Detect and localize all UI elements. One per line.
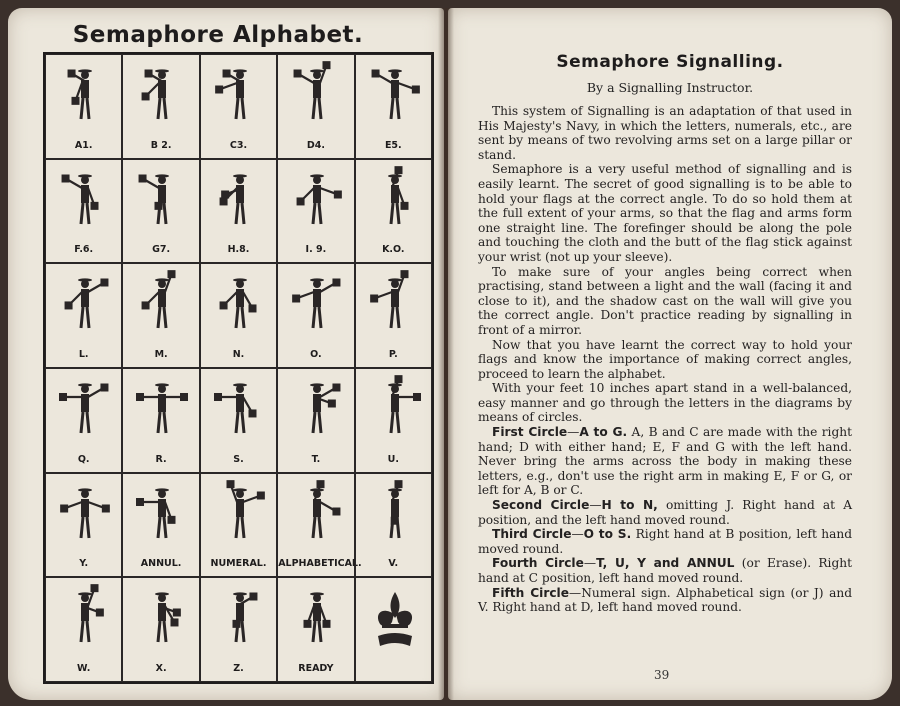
circle-third: Third Circle—O to S. Right hand at B position, left hand moved round.	[478, 527, 853, 556]
signaller-figure-icon	[131, 61, 193, 131]
semaphore-cell	[200, 368, 277, 473]
signaller-figure-icon	[364, 61, 426, 131]
signaller-figure-icon	[286, 584, 348, 654]
signaller-figure-icon	[209, 375, 271, 445]
semaphore-cell	[45, 473, 122, 578]
semaphore-cell	[45, 54, 122, 159]
circle-first-range: A to G.	[579, 425, 628, 440]
signaller-figure-icon	[286, 270, 348, 340]
semaphore-cell-label: E5.	[384, 139, 402, 151]
signaller-figure-icon	[286, 61, 348, 131]
paragraph-intro: This system of Signalling is an adaptation of that used in His Majesty's Navy, in which the letters, numerals, etc., are sent by means of two revolving arms set on a large pillar or stand.	[478, 104, 852, 162]
paragraph-practice: To make sure of your angles being correct when practising, stand between a light and the wall (facing it and close to it), and the shadow cast on the wall will give you the correct angle. Don't practice reading by signalling in front of a mirror.	[478, 264, 852, 337]
semaphore-cell-label: K.O.	[382, 244, 405, 256]
signaller-figure-icon	[209, 61, 271, 131]
semaphore-signalling-title: Semaphore Signalling.	[556, 52, 784, 72]
circle-fourth-body: (or Erase). Right hand at C position, left hand moved round.	[478, 556, 853, 585]
semaphore-cell	[355, 54, 432, 159]
semaphore-cell-label: C3.	[229, 139, 248, 151]
semaphore-cell	[277, 263, 354, 368]
semaphore-cell	[355, 473, 432, 578]
signaller-figure-icon	[286, 166, 348, 236]
circle-fourth: Fourth Circle—T, U, Y and ANNUL (or Erase). Right hand at C position, left hand moved round.	[478, 556, 853, 585]
semaphore-cell	[122, 263, 199, 368]
book-gutter	[438, 8, 454, 700]
semaphore-cell-label: I. 9.	[305, 244, 327, 256]
semaphore-cell-label: V.	[388, 558, 399, 570]
signaller-figure-icon	[364, 480, 426, 550]
semaphore-cell	[277, 473, 362, 578]
semaphore-cell	[355, 159, 432, 264]
circle-fifth-body: Numeral sign. Alphabetical sign (or J) and V. Right hand at D, left hand moved round.	[478, 585, 853, 615]
semaphore-cell-label: T.	[311, 453, 321, 465]
circle-first: First Circle—A to G. A, B and C are made with the right hand; D with either hand; E, F and G with the left hand. Never bring the arms across the body in making these letters, e.g., don't use the right arm in making E, F or G, or left for A, B or C.	[478, 425, 852, 498]
signaller-figure-icon	[364, 375, 426, 445]
semaphore-cell-label: W.	[77, 662, 91, 674]
signaller-figure-icon	[54, 61, 116, 131]
semaphore-cell-label: READY	[298, 662, 334, 674]
semaphore-cell-label: D4.	[306, 139, 325, 151]
semaphore-cell	[122, 159, 199, 264]
semaphore-cell-label: G7.	[152, 244, 171, 256]
semaphore-cell-label: ANNUL.	[140, 558, 182, 570]
semaphore-cell-label: S.	[233, 453, 244, 465]
semaphore-cell	[122, 473, 199, 578]
circle-fourth-range: T, U, Y and ANNUL	[596, 556, 735, 571]
circle-second-body: omitting J. Right hand at A position, and the left hand moved round.	[478, 498, 852, 527]
circle-first-body: A, B and C are made with the right hand; D with either hand; E, F and G with the left hand. Never bring the arms across the body in making these letters, e.g., don't use the right arm in making E, F or G, or left for A, B or C.	[478, 425, 852, 498]
semaphore-cell	[277, 577, 354, 682]
circle-third-body: Right hand at B position, left hand moved round.	[478, 527, 853, 556]
circle-third-head: Third Circle	[492, 527, 572, 542]
semaphore-cell-label: P.	[388, 348, 398, 360]
semaphore-cell	[122, 368, 199, 473]
semaphore-cell-label: F.6.	[74, 244, 94, 256]
circle-fourth-head: Fourth Circle	[492, 556, 584, 571]
signaller-figure-icon	[209, 270, 271, 340]
semaphore-cell-label: H.8.	[227, 244, 250, 256]
semaphore-cell	[45, 263, 122, 368]
signaller-figure-icon	[131, 375, 193, 445]
semaphore-cell-label: X.	[155, 662, 167, 674]
signaller-figure-icon	[131, 270, 193, 340]
semaphore-alphabet-grid	[43, 52, 434, 684]
semaphore-cell	[277, 159, 354, 264]
circle-second-range: H to N,	[601, 498, 658, 513]
semaphore-cell	[122, 54, 199, 159]
semaphore-cell	[277, 54, 354, 159]
circle-third-range: O to S.	[583, 527, 632, 542]
signaller-figure-icon	[54, 270, 116, 340]
semaphore-cell-label: B 2.	[150, 139, 172, 151]
semaphore-cell	[200, 577, 277, 682]
semaphore-cell-label: NUMERAL.	[210, 558, 267, 570]
signaller-figure-icon	[209, 480, 271, 550]
signaller-figure-icon	[131, 480, 193, 550]
semaphore-cell-label: ALPHABETICAL.	[278, 558, 362, 570]
semaphore-cell-label: L.	[78, 348, 89, 360]
paragraph-alphabet: Now that you have learnt the correct way to hold your flags and know the importance of making correct angles, proceed to learn the alphabet.	[478, 337, 852, 381]
semaphore-cell	[355, 368, 432, 473]
signaller-figure-icon	[131, 584, 193, 654]
circle-second: Second Circle—H to N, omitting J. Right hand at A position, and the left hand moved round.	[478, 498, 852, 527]
circle-fifth: Fifth Circle—Numeral sign. Alphabetical sign (or J) and V. Right hand at D, left hand moved round.	[478, 585, 853, 615]
semaphore-cell	[355, 263, 432, 368]
semaphore-cell-label: Q.	[77, 453, 90, 465]
semaphore-cell	[277, 368, 354, 473]
signaller-figure-icon	[54, 166, 116, 236]
paragraph-method: Semaphore is a very useful method of signalling and is easily learnt. The secret of good signalling is to be able to hold your flags at the correct angle. To do so hold them at the full extent of your arms, so that the flag and arms form one straight line. The forefinger should be along the pole and touching the cloth and the butt of the flag stick against your wrist (not up your sleeve).	[478, 162, 852, 264]
semaphore-cell	[45, 159, 122, 264]
semaphore-cell	[200, 54, 277, 159]
semaphore-cell-label: A1.	[74, 139, 93, 151]
signaller-figure-icon	[209, 584, 271, 654]
byline: By a Signalling Instructor.	[586, 80, 754, 95]
semaphore-cell-label: N.	[232, 348, 245, 360]
semaphore-cell	[45, 577, 122, 682]
signaller-figure-icon	[131, 166, 193, 236]
semaphore-cell-label: U.	[387, 453, 399, 465]
signaller-figure-icon	[286, 375, 348, 445]
semaphore-cell	[45, 368, 122, 473]
semaphore-cell-label: R.	[155, 453, 167, 465]
circle-first-head: First Circle	[492, 425, 568, 440]
signaller-figure-icon	[209, 166, 271, 236]
signaller-figure-icon	[364, 270, 426, 340]
semaphore-cell	[122, 577, 199, 682]
semaphore-alphabet-title: Semaphore Alphabet.	[72, 22, 364, 48]
signaller-figure-icon	[54, 584, 116, 654]
signaller-figure-icon	[364, 166, 426, 236]
page-number: 39	[654, 668, 670, 682]
signaller-figure-icon	[54, 480, 116, 550]
circle-second-head: Second Circle	[492, 498, 590, 513]
semaphore-cell-label: O.	[310, 348, 322, 360]
paragraph-stance: With your feet 10 inches apart stand in a well-balanced, easy manner and go through the letters in the diagrams by means of circles.	[478, 381, 852, 425]
circle-fifth-head: Fifth Circle	[492, 585, 570, 600]
signaller-figure-icon	[286, 480, 348, 550]
scout-emblem-cell	[355, 577, 432, 682]
semaphore-cell	[200, 263, 277, 368]
semaphore-cell	[200, 159, 277, 264]
semaphore-cell-label: Z.	[233, 662, 244, 674]
signaller-figure-icon	[54, 375, 116, 445]
semaphore-cell-label: Y.	[79, 558, 89, 570]
article-body	[478, 104, 852, 615]
semaphore-cell	[200, 473, 277, 578]
semaphore-cell-label: M.	[154, 348, 168, 360]
fleur-de-lis-icon	[364, 584, 426, 654]
